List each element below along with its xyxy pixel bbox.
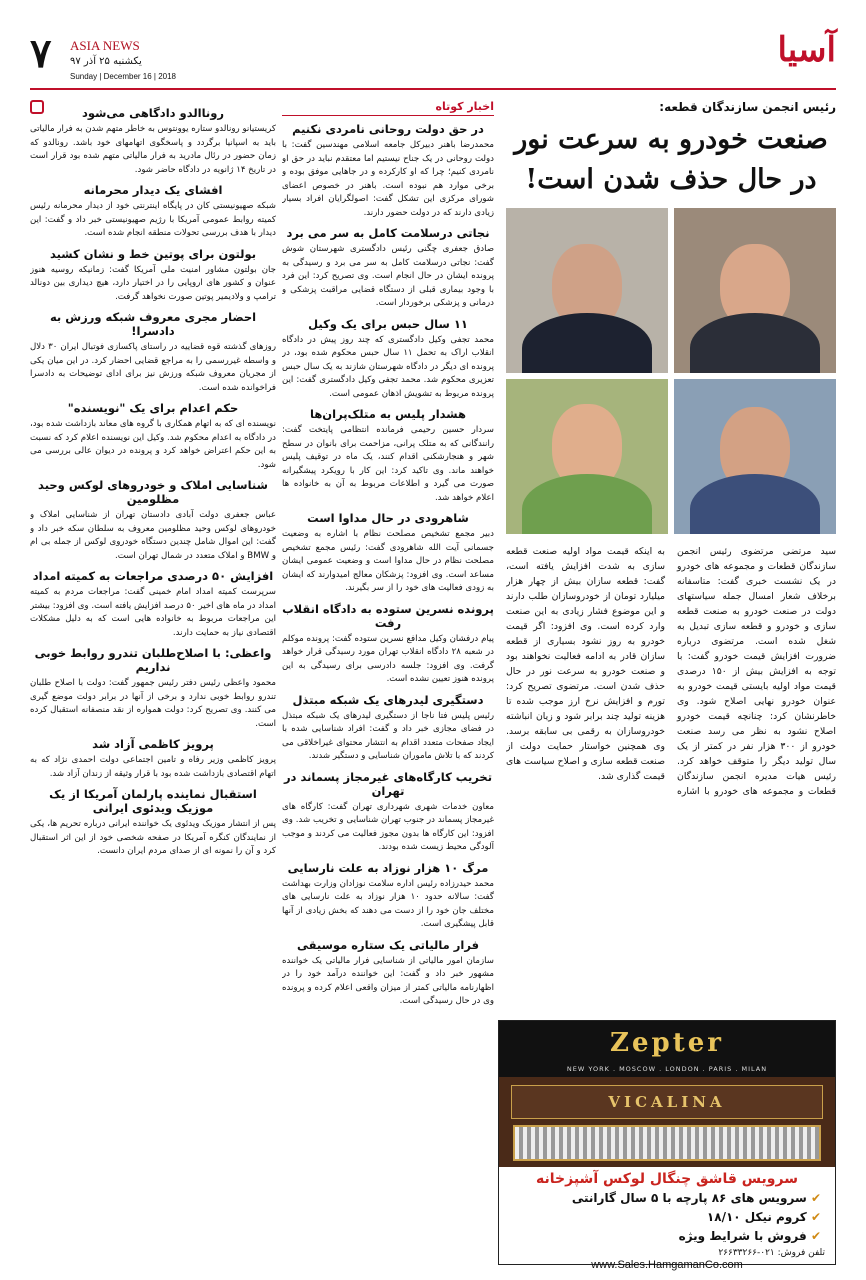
masthead-rule bbox=[30, 88, 836, 90]
news-title: پرویز کاظمی آزاد شد bbox=[92, 737, 214, 751]
play-icon bbox=[30, 100, 44, 114]
ad-cities: NEW YORK . MOSCOW . LONDON . PARIS . MILAN bbox=[499, 1065, 835, 1077]
date-persian: یکشنبه ۲۵ آذر ۹۷ bbox=[70, 56, 142, 67]
portrait-photo bbox=[506, 208, 668, 373]
cutlery-case-image bbox=[499, 1077, 835, 1167]
news-body: سازمان امور مالیاتی از شناسایی فرار مالیاتی یک خواننده مشهور خبر داد و گفت: این خواننده درآمد خود را در اظهارنامه مالیاتی کمتر از میزان واقعی اعلام کرده و پرونده وی در حال رسیدگی است. bbox=[282, 955, 494, 1006]
ad-feature: ✔ کروم نیکل ۱۸/۱۰ bbox=[513, 1208, 821, 1227]
news-body: نویسنده ای که به اتهام همکاری با گروه های معاند بازداشت شده بود، در دادگاه به اعدام محکوم شد. وکیل این نویسنده اعلام کرد که نسبت به این حکم اعتراض خواهد کرد و پرونده در دیوان عالی بررسی می شود. bbox=[30, 419, 276, 470]
ad-product-label: VICALINA bbox=[608, 1093, 726, 1111]
portrait-suit bbox=[522, 313, 652, 373]
news-item bbox=[30, 478, 276, 563]
news-title: ۱۱ سال حبس برای یک وکیل bbox=[308, 316, 468, 331]
news-title: تخریب کارگاه‌های غیرمجاز پسماند در تهران bbox=[283, 769, 493, 798]
news-title: حکم اعدام برای یک "نویسنده" bbox=[67, 401, 239, 415]
news-title: پرونده نسرین ستوده به دادگاه انقلاب رفت bbox=[282, 601, 494, 630]
portrait-shirt bbox=[522, 474, 652, 534]
lead-kicker: رئیس انجمن سازندگان قطعه: bbox=[659, 100, 836, 114]
news-title: فرار مالیاتی یک ستاره موسیقی bbox=[296, 937, 480, 952]
lead-photos bbox=[506, 208, 836, 534]
news-title: در حق دولت روحانی نامردی نکنیم bbox=[292, 122, 484, 136]
news-item bbox=[30, 737, 276, 781]
short-news-column bbox=[282, 100, 494, 1265]
news-title: بولتون برای پوتین خط و نشان کشید bbox=[49, 246, 257, 261]
news-body: دبیر مجمع تشخیص مصلحت نظام با اشاره به وضعیت جسمانی آیت الله شاهرودی گفت: رئیس مجمع تشخیص مصلحت نظام در حال مداوا است و وضعیت عمومی ایشان مساعد است. وی افزود: پزشکان معالج امیدوارند که ایشان به زودی فعالیت های خود را از سر بگیرند. bbox=[282, 529, 494, 593]
news-item bbox=[30, 183, 276, 241]
news-item bbox=[30, 106, 276, 177]
news-item bbox=[282, 511, 494, 596]
news-item bbox=[282, 122, 494, 220]
ad-phone: تلفن فروش: ۰۲۱-۲۶۶۳۳۲۶۶ bbox=[718, 1248, 825, 1258]
news-title: شاهرودی در حال مداوا است bbox=[307, 511, 469, 525]
portrait-photo bbox=[674, 379, 836, 534]
cutlery-tray bbox=[513, 1125, 821, 1161]
news-body: محمد تجفی وکیل دادگستری که چند روز پیش در دادگاه انقلاب اراک به تحمل ۱۱ سال حبس محکوم شده بود، در پرونده ای دیگر در دادگاه شهرستان شازند به یک سال حبس تعزیری محکوم شد. محمد تجفی وکیل دادگستری گفت: این پرونده مربوط به تشویش اذهان عمومی است. bbox=[282, 334, 494, 399]
news-item bbox=[282, 407, 494, 505]
news-body: عباس جعفری دولت آبادی دادستان تهران از شناسایی املاک و خودروهای لوکس وحید مظلومین معروف به سلطان سکه خبر داد و گفت: این اموال شامل چندین دستگاه خودروی لوکس از جمله بی ام و BMW و املاک متعدد در شمال تهران است. bbox=[30, 510, 276, 561]
news-item bbox=[30, 247, 276, 305]
news-item bbox=[30, 401, 276, 472]
news-title: مرگ ۱۰ هزار نوزاد به علت نارسایی bbox=[287, 860, 489, 875]
paper-name: ASIA NEWS bbox=[70, 38, 140, 53]
advertisement[interactable] bbox=[498, 1020, 836, 1271]
news-item bbox=[30, 310, 276, 395]
news-item bbox=[30, 787, 276, 859]
masthead bbox=[30, 30, 836, 90]
date-english: Sunday | December 16 | 2018 bbox=[70, 72, 176, 81]
ad-feature-list bbox=[499, 1187, 835, 1248]
news-item bbox=[282, 226, 494, 311]
news-item bbox=[282, 938, 494, 1009]
news-title: نجاتی درسلامت کامل به سر می برد bbox=[286, 226, 490, 240]
lead-story bbox=[506, 100, 836, 1024]
news-body: روزهای گذشته قوه قضاییه در راستای پاکسازی فوتبال ایران ۳۰ دلال و واسطه غیررسمی را به مراجع قضایی احضار کرد. در این میان یکی از مجریان معروف شبکه ورزش نیز برای ادای توضیحات به دادسرا فراخوانده شده است. bbox=[30, 342, 276, 393]
lead-body: سید مرتضی مرتضوی رئیس انجمن سازندگان قطعات و مجموعه های خودرو در یک نشست خبری گفت: متاسفانه برخلاف شعار امسال جمله سیاستهای دولت در صنعت خودرو به صنعت قطعه سازی و خودرو و قطعه سازی تبدیل به شغل شده است. مرتضوی درباره ضرورت افزایش قیمت خودرو گفت: با توجه به افزایش بیش از ۱۵۰ درصدی قیمت مواد اولیه بایستی قیمت خودرو به عنوان خودرو نهایی اصلاح شود. وی خاطرنشان کرد: چنانچه قیمت خودرو اصلاح نشود به نظر می رسد صنعت خودرو از ۳۰۰ هزار نفر در کمتر از یک سال تولید دیگر را متوقف خواهد کرد. رئیس هیات مدیره انجمن سازندگان قطعات و مجموعه های خودرو با اشاره به اینکه قیمت مواد اولیه صنعت قطعه سازی به شدت افزایش یافته است، گفت: قطعه سازان بیش از چهار هزار میلیارد تومان از خودروسازان طلب دارند و این موضوع فشار زیادی به این صنعت وارد کرده است. وی افزود: اگر قیمت خودرو به روز نشود بسیاری از قطعه سازان قادر به ادامه فعالیت نخواهند بود و صنعت خودرو به سرعت نور در حال حذف شدن است. مرتضوی تصریح کرد: تورم و افزایش نرخ ارز موجب شده تا هزینه تولید چند برابر شود و زیان انباشته خودروسازان به رقمی بی سابقه برسد. وی همچنین خواستار حمایت دولت از صنعت قطعه سازی و اصلاح سیاست های قیمت گذاری شد. bbox=[506, 546, 836, 797]
news-title: استقبال نماینده پارلمان آمریکا از یک موزیک ویدئوی ایرانی bbox=[49, 787, 257, 815]
news-body: محمد حیدرزاده رئیس اداره سلامت نوزادان وزارت بهداشت گفت: سالانه حدود ۱۰ هزار نوزاد به علت نارسایی های مختلف جان خود را از دست می دهند که بخش زیادی از آنها قابل پیشگیری است. bbox=[282, 878, 494, 929]
ad-title: سرویس قاشق چنگال لوکس آشپزخانه bbox=[536, 1171, 798, 1187]
ad-feature: ✔ سرویس های ۸۶ پارچه با ۵ سال گارانتی bbox=[513, 1189, 821, 1208]
news-body: جان بولتون مشاور امنیت ملی آمریکا گفت: زمانیکه روسیه هنوز عنوان و کشور های اروپایی را در اختیار دارد، هیچ دیداری بین دونالد ترامپ و ولادیمیر پوتین صورت نخواهد گرفت. bbox=[30, 264, 276, 302]
case-lid bbox=[511, 1085, 823, 1119]
news-item bbox=[282, 693, 494, 764]
newspaper-logo: آسیا bbox=[777, 30, 836, 70]
news-title: شناسایی املاک و خودروهای لوکس وحید مظلومین bbox=[38, 478, 268, 506]
news-item bbox=[282, 602, 494, 687]
news-body: شبکه صهیونیستی کان در پایگاه اینترنتی خود از دیدار محرمانه رئیس کمیته روابط عمومی آمریکا با رژیم صهیونیستی خبر داد و گفت: این دیدار با هدف بررسی تحولات منطقه انجام شده است. bbox=[30, 201, 276, 238]
ad-website[interactable]: www.Sales.HamgamanCo.com bbox=[591, 1259, 743, 1271]
news-body: پس از انتشار موزیک ویدئوی یک خواننده ایرانی درباره تحریم ها، یکی از نمایندگان کنگره آمریکا در صفحه شخصی خود از این اثر استقبال کرد و آن را نمونه ای از صدای مردم ایران دانست. bbox=[30, 819, 276, 856]
news-title: احضار مجری معروف شبکه ورزش به دادسرا! bbox=[49, 310, 257, 338]
news-body: صادق جعفری چگنی رئیس دادگستری شهرستان شوش گفت: نجاتی درسلامت کامل به سر می برد و رسیدگی به پرونده ایشان در حال انجام است. وی تصریح کرد: این فرد با وجود بیماری قبلی از دستگاه قضایی مراقبت پزشکی و درمانی و پزشکی برخوردار است. bbox=[282, 244, 494, 308]
news-body: پیام درفشان وکیل مدافع نسرین ستوده گفت: پرونده موکلم در شعبه ۲۸ دادگاه انقلاب تهران مورد رسیدگی قرار خواهد گرفت. وی افزود: جلسه دادرسی برای رسیدگی به این پرونده هنوز تعیین نشده است. bbox=[282, 633, 494, 684]
news-item bbox=[30, 569, 276, 640]
portrait-photo bbox=[506, 379, 668, 534]
news-body: سرپرست کمیته امداد امام خمینی گفت: مراجعات مردم به کمیته امداد در ماه های اخیر ۵۰ درصد افزایش یافته است. وی افزود: بیشتر این مراجعات مربوط به خانواده هایی است که به دلیل مشکلات اقتصادی نیاز به حمایت دارند. bbox=[30, 587, 276, 638]
news-body: کریستیانو رونالدو ستاره یوونتوس به خاطر متهم شدن به فرار مالیاتی باید به اسپانیا برگردد و پاسخگوی اتهامهای خود باشد. رونالدو که زمان حضور در رئال مادرید به فرار مالیاتی متهم شده بود قرار است در تاریخ ۱۴ ژانویه در دادگاه حاضر شود. bbox=[30, 124, 276, 175]
news-title: دستگیری لیدرهای یک شبکه مبتذل bbox=[292, 692, 484, 707]
news-title: افزایش ۵۰ درصدی مراجعات به کمیته امداد bbox=[32, 569, 274, 583]
news-item bbox=[282, 861, 494, 932]
news-body: محمود واعظی رئیس دفتر رئیس جمهور گفت: دولت با اصلاح طلبان تندرو روابط خوبی ندارد و برخی از آنها در برابر دولت موضع گیری می کنند. وی تصریح کرد: دولت همواره از نقد منصفانه استقبال کرده است. bbox=[30, 678, 276, 729]
news-title: روناالدو دادگاهی می‌شود bbox=[82, 106, 224, 120]
lead-headline: صنعت خودرو به سرعت نور در حال حذف شدن است! bbox=[514, 124, 828, 195]
news-item bbox=[282, 317, 494, 402]
portrait-suit bbox=[690, 474, 820, 534]
portrait-photo bbox=[674, 208, 836, 373]
left-news-column bbox=[30, 100, 276, 1265]
news-item bbox=[30, 646, 276, 731]
news-title: واعظی: با اصلاح‌طلبان تندرو روابط خوبی نداریم bbox=[34, 646, 272, 674]
news-body: رئیس پلیس فتا ناجا از دستگیری لیدرهای یک شبکه مبتذل در فضای مجازی خبر داد و گفت: افراد شناسایی شده با ایجاد صفحات متعدد اقدام به انتشار محتوای غیراخلاقی می کردند که با تلاش ماموران شناسایی و دستگیر شدند. bbox=[282, 710, 494, 761]
news-title: افشای یک دیدار محرمانه bbox=[83, 183, 223, 197]
news-item bbox=[282, 770, 494, 855]
news-body: معاون خدمات شهری شهرداری تهران گفت: کارگاه های غیرمجاز پسماند در جنوب تهران شناسایی و تخریب شد. وی افزود: این کارگاه ها بدون مجوز فعالیت می کردند و موجب آلودگی محیط زیست شده بودند. bbox=[282, 801, 494, 852]
news-body: سردار حسین رحیمی فرمانده انتظامی پایتخت گفت: رانندگانی که به متلک پرانی، مزاحمت برای بانوان در سطح شهر و هنجارشکنی اقدام کنند، یک ماه در توقیف پلیس خواهند ماند. وی تاکید کرد: این کار با رویکرد پیشگیرانه صورت می گیرد و اطلاعات مربوط به آن به خانواده ها اعلام خواهد شد. bbox=[282, 425, 494, 503]
ad-feature: ✔ فروش با شرایط ویژه bbox=[513, 1227, 821, 1246]
news-body: محمدرضا باهنر دبیرکل جامعه اسلامی مهندسین گفت: با دولت روحانی در یک جناح نیستیم اما معتقدم نباید در حق او نامردی کنیم؛ چرا که او کارکرده و در جاهایی موفق بوده و برخی موارد هم نبوده است. باهنر در خصوص اعضای شورای مرکزی این تشکل گفت: اصولگرایان افراد بسیار زیادی دارند که در دولت حضور دارند. bbox=[282, 140, 494, 218]
news-title: هشدار پلیس به متلک‌پران‌ها bbox=[310, 407, 466, 421]
page-number: ۷ bbox=[30, 30, 52, 77]
section-tag: اخبار کوتاه bbox=[282, 100, 494, 116]
news-body: پرویز کاظمی وزیر رفاه و تامین اجتماعی دولت احمدی نژاد که به اتهام اقتصادی بازداشت شده بود با قرار وثیقه از زندان آزاد شد. bbox=[30, 755, 276, 779]
ad-brand: Zepter bbox=[499, 1021, 835, 1065]
portrait-suit bbox=[690, 313, 820, 373]
